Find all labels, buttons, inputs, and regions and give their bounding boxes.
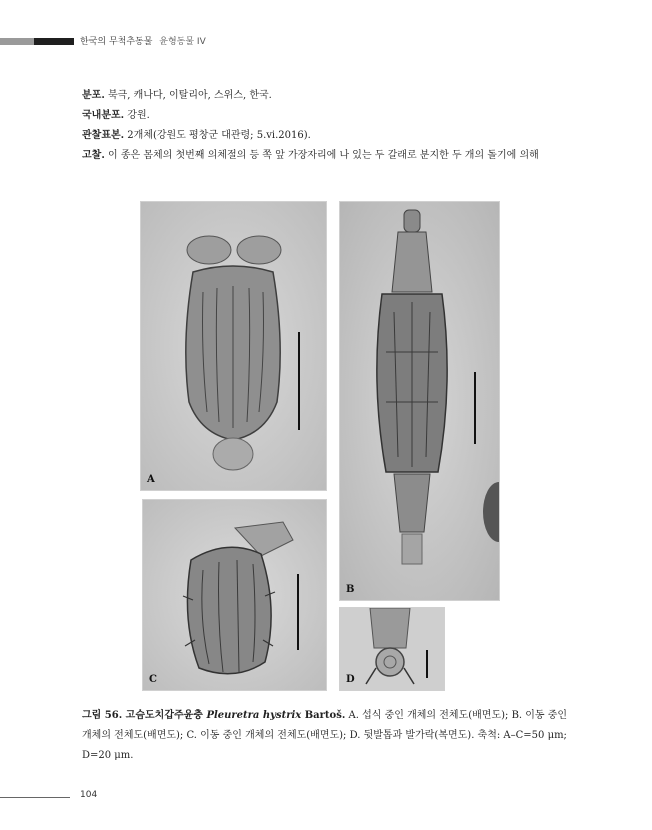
scale-bar bbox=[298, 332, 300, 430]
paragraph-text: 이 종은 몸체의 첫번째 의체절의 등 쪽 앞 가장자리에 나 있는 두 갈래로 분지한 두 개의 돌기에 의해 bbox=[104, 150, 539, 161]
paragraph-label: 관찰표본. bbox=[82, 130, 125, 141]
panel-label-c: C bbox=[149, 674, 157, 685]
specimens-paragraph bbox=[82, 126, 572, 146]
header-bar-dark bbox=[34, 38, 74, 45]
remarks-paragraph bbox=[82, 146, 572, 166]
micrograph-panel-d bbox=[339, 607, 445, 691]
micrograph-panel-a bbox=[140, 201, 327, 491]
body-text bbox=[82, 86, 572, 166]
rotifer-foot-micrograph-d bbox=[340, 608, 444, 690]
paragraph-label: 국내분포. bbox=[82, 110, 125, 121]
scale-bar bbox=[474, 372, 476, 444]
micrograph-panel-c bbox=[142, 499, 327, 691]
footer-rule bbox=[0, 797, 70, 798]
book-subtitle: 윤형동물 IV bbox=[159, 37, 206, 47]
domestic-distribution-paragraph bbox=[82, 106, 572, 126]
running-header bbox=[80, 34, 206, 47]
header-bar-light bbox=[0, 38, 34, 45]
page-number: 104 bbox=[80, 790, 98, 800]
caption-author: Bartoš. bbox=[301, 710, 346, 721]
caption-lead: 그림 56. 고슴도치갑주윤충 bbox=[82, 710, 207, 721]
caption-text: A. 섭식 중인 개체의 전체도(배면도); B. 이동 중인 개체의 전체도(배면도); C. 이동 중인 개체의 전체도(배면도); D. 뒷발톱과 발가락(복면도). 축척: A–C=50 μm; D=20 μm. bbox=[82, 710, 568, 761]
scale-bar bbox=[426, 650, 428, 678]
caption-species: Pleuretra hystrix bbox=[206, 710, 302, 721]
scale-bar bbox=[297, 574, 299, 650]
panel-label-d: D bbox=[346, 674, 355, 685]
panel-label-b: B bbox=[346, 584, 355, 595]
paragraph-text: 북극, 캐나다, 이탈리아, 스위스, 한국. bbox=[104, 90, 272, 101]
paragraph-label: 분포. bbox=[82, 90, 105, 101]
micrograph-panel-b bbox=[339, 201, 500, 601]
panel-label-a: A bbox=[147, 474, 155, 485]
distribution-paragraph bbox=[82, 86, 572, 106]
figure-caption bbox=[82, 706, 572, 766]
book-title: 한국의 무척추동물 bbox=[80, 37, 153, 47]
paragraph-label: 고찰. bbox=[82, 150, 105, 161]
paragraph-text: 강원. bbox=[124, 110, 150, 121]
paragraph-text: 2개체(강원도 평창군 대관령; 5.vi.2016). bbox=[124, 130, 311, 141]
